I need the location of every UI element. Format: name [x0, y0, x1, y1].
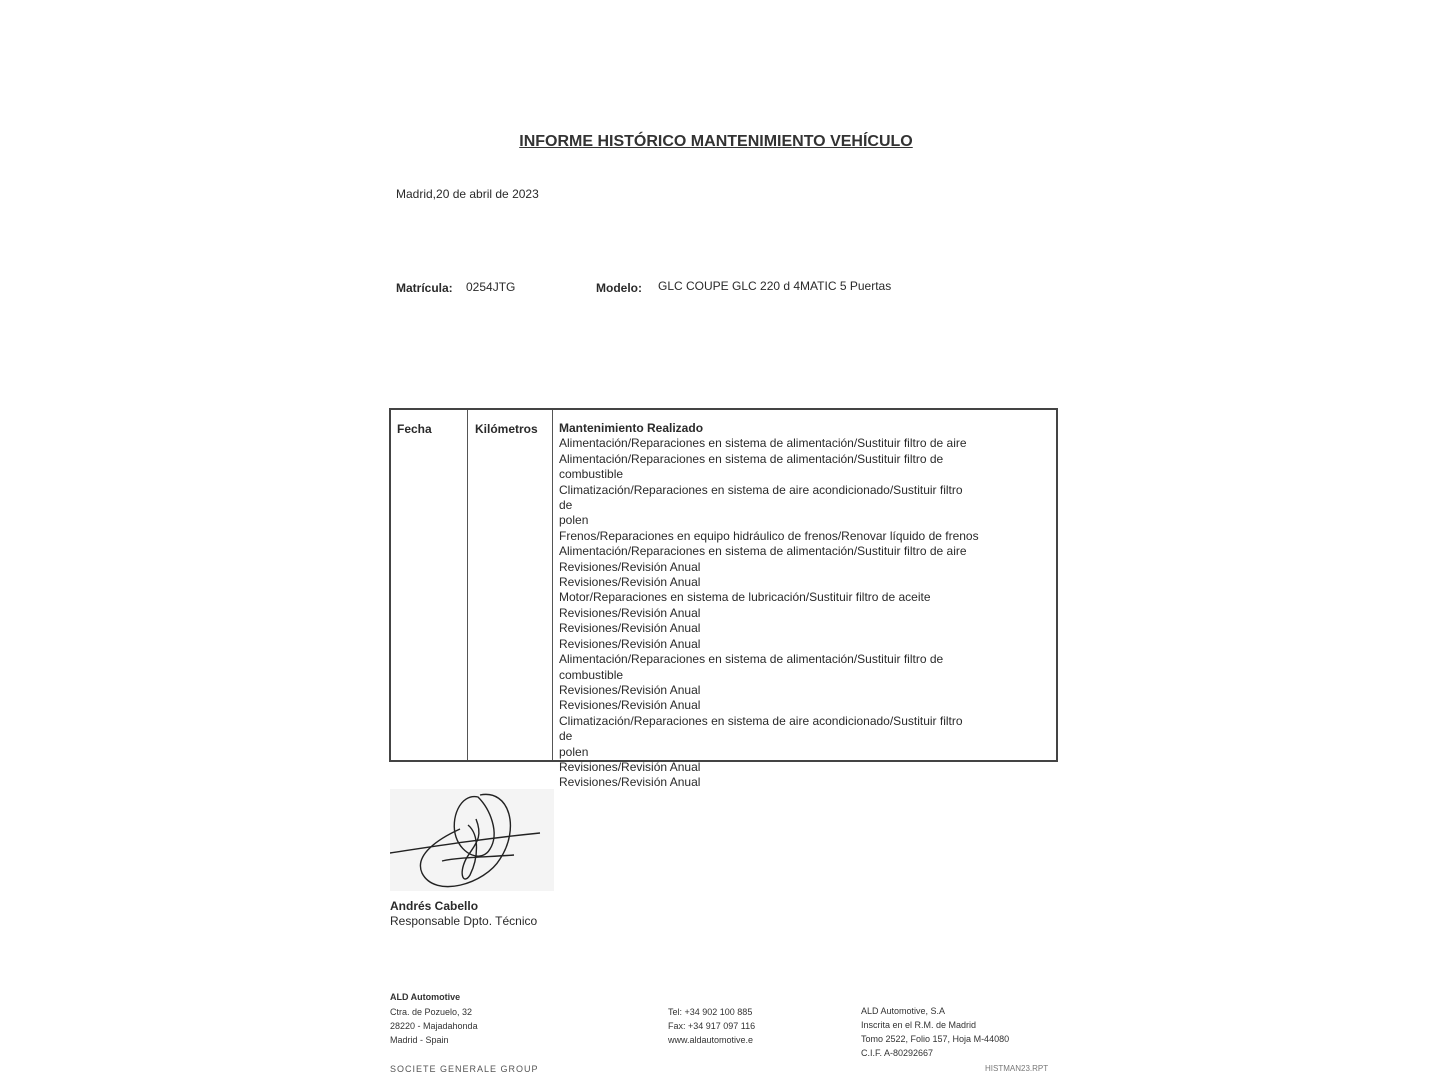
maintenance-line: Revisiones/Revisión Anual — [559, 698, 701, 713]
maintenance-line: Revisiones/Revisión Anual — [559, 575, 701, 590]
maintenance-line: Revisiones/Revisión Anual — [559, 621, 701, 636]
signer-name: Andrés Cabello — [390, 899, 479, 913]
footer-contact-block — [668, 1005, 755, 1047]
maintenance-list — [559, 421, 979, 791]
footer-phone: Tel: +34 902 100 885 — [668, 1007, 753, 1017]
plate-value: 0254JTG — [466, 280, 516, 294]
signer-role: Responsable Dpto. Técnico — [390, 914, 538, 928]
footer-legal-line: C.I.F. A-80292667 — [861, 1048, 934, 1058]
header-date: Fecha — [397, 422, 432, 436]
header-km: Kilómetros — [475, 422, 538, 436]
model-value: GLC COUPE GLC 220 d 4MATIC 5 Puertas — [658, 279, 892, 293]
header-maintenance: Mantenimiento Realizado — [559, 421, 704, 435]
footer-legal-block — [861, 1004, 1009, 1060]
footer-company: ALD Automotive — [390, 992, 461, 1002]
footer-fax: Fax: +34 917 097 116 — [668, 1021, 756, 1031]
footer-legal-line: Inscrita en el R.M. de Madrid — [861, 1020, 977, 1030]
footer-address-block — [390, 990, 478, 1047]
signature-image — [390, 789, 554, 891]
column-divider — [552, 410, 553, 760]
maintenance-line: Motor/Reparaciones en sistema de lubricación/Sustituir filtro de aceite — [559, 590, 931, 605]
maintenance-line: polen — [559, 744, 589, 759]
footer-website: www.aldautomotive.e — [668, 1035, 754, 1045]
date-line: Madrid,20 de abril de 2023 — [396, 187, 539, 201]
maintenance-line: polen — [559, 513, 589, 528]
maintenance-line: Revisiones/Revisión Anual — [559, 775, 701, 790]
footer-group: SOCIETE GENERALE GROUP — [390, 1064, 539, 1074]
maintenance-line: combustible — [559, 467, 624, 482]
maintenance-line: Climatización/Reparaciones en sistema de aire acondicionado/Sustituir filtro de — [559, 713, 963, 744]
maintenance-line: Alimentación/Reparaciones en sistema de alimentación/Sustituir filtro de — [559, 451, 944, 466]
model-label: Modelo: — [596, 281, 642, 295]
maintenance-table — [389, 408, 1058, 790]
maintenance-line: Frenos/Reparaciones en equipo hidráulico de frenos/Renovar líquido de frenos — [559, 528, 979, 543]
maintenance-line: Revisiones/Revisión Anual — [559, 682, 701, 697]
maintenance-line: Revisiones/Revisión Anual — [559, 605, 701, 620]
footer-legal-line: ALD Automotive, S.A — [861, 1006, 946, 1016]
maintenance-line: Revisiones/Revisión Anual — [559, 636, 701, 651]
footer-address-line: 28220 - Majadahonda — [390, 1021, 478, 1031]
maintenance-line: Revisiones/Revisión Anual — [559, 759, 701, 774]
maintenance-line: Alimentación/Reparaciones en sistema de alimentación/Sustituir filtro de aire — [559, 436, 967, 451]
maintenance-line: combustible — [559, 667, 624, 682]
column-divider — [467, 410, 468, 760]
footer-address-line: Ctra. de Pozuelo, 32 — [390, 1007, 473, 1017]
maintenance-line: Alimentación/Reparaciones en sistema de alimentación/Sustituir filtro de — [559, 652, 944, 667]
footer-report-code: HISTMAN23.RPT — [985, 1064, 1049, 1073]
plate-label: Matrícula: — [396, 281, 453, 295]
footer-address-line: Madrid - Spain — [390, 1035, 449, 1045]
maintenance-line: Climatización/Reparaciones en sistema de aire acondicionado/Sustituir filtro de — [559, 482, 963, 513]
signature-drawing — [390, 789, 554, 891]
footer-legal-line: Tomo 2522, Folio 157, Hoja M-44080 — [861, 1034, 1010, 1044]
page-title: INFORME HISTÓRICO MANTENIMIENTO VEHÍCULO — [519, 133, 913, 150]
maintenance-line: Alimentación/Reparaciones en sistema de alimentación/Sustituir filtro de aire — [559, 544, 967, 559]
maintenance-line: Revisiones/Revisión Anual — [559, 559, 701, 574]
